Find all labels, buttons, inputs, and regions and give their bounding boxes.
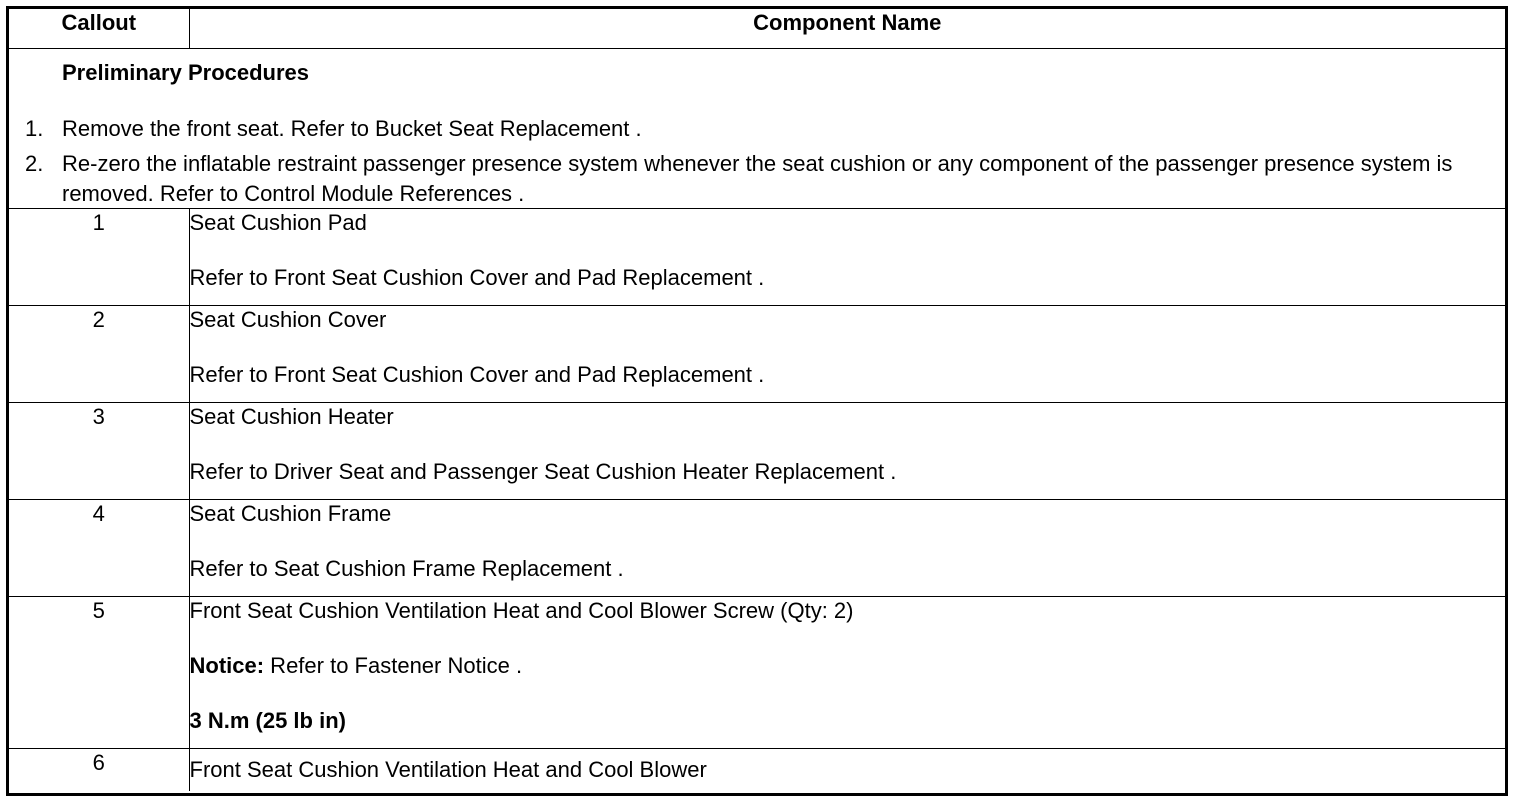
component-cell xyxy=(189,597,1505,749)
notice-line xyxy=(190,652,1506,679)
table-row xyxy=(9,597,1505,749)
component-name-header: Component Name xyxy=(189,9,1505,49)
table-row xyxy=(9,306,1505,403)
component-name: Seat Cushion Cover xyxy=(189,307,387,332)
table-row xyxy=(9,500,1505,597)
step-number: 2. xyxy=(25,151,44,176)
refer-link-text[interactable]: Refer to Seat Cushion Frame Replacement . xyxy=(189,556,624,581)
component-cell xyxy=(189,306,1505,403)
callout-number: 2 xyxy=(9,306,189,403)
notice-label: Notice: xyxy=(189,653,265,678)
table-row xyxy=(9,403,1505,500)
component-name: Front Seat Cushion Ventilation Heat and Cool Blower Screw (Qty: 2) xyxy=(189,598,854,623)
preliminary-procedures xyxy=(9,49,1505,209)
preliminary-row xyxy=(9,49,1505,209)
callout-number: 6 xyxy=(9,749,189,791)
table-row xyxy=(9,749,1505,791)
component-name: Seat Cushion Pad xyxy=(189,210,367,235)
component-cell xyxy=(189,209,1505,306)
callout-number: 3 xyxy=(9,403,189,500)
preliminary-steps xyxy=(25,114,1465,214)
component-table xyxy=(9,9,1505,791)
component-cell xyxy=(189,749,1505,791)
callout-number: 5 xyxy=(9,597,189,749)
refer-link-text[interactable]: Refer to Driver Seat and Passenger Seat Cushion Heater Replacement . xyxy=(189,459,897,484)
preliminary-step xyxy=(25,149,1465,209)
component-name: Seat Cushion Heater xyxy=(189,404,394,429)
refer-link-text[interactable]: Refer to Front Seat Cushion Cover and Pad Replacement . xyxy=(189,265,765,290)
callout-header: Callout xyxy=(9,9,189,49)
step-number: 1. xyxy=(25,116,44,141)
component-name: Front Seat Cushion Ventilation Heat and Cool Blower xyxy=(189,757,707,782)
step-text: Re-zero the inflatable restraint passenger presence system whenever the seat cushion or any component of the passenger presence system is removed. Refer to Control Module References . xyxy=(62,151,1453,206)
preliminary-title: Preliminary Procedures xyxy=(62,60,310,85)
header-row xyxy=(9,9,1505,49)
component-cell xyxy=(189,403,1505,500)
step-text: Remove the front seat. Refer to Bucket Seat Replacement . xyxy=(62,116,642,141)
preliminary-step xyxy=(25,114,1465,144)
notice-text[interactable]: Refer to Fastener Notice . xyxy=(264,653,523,678)
callout-number: 1 xyxy=(9,209,189,306)
refer-link-text[interactable]: Refer to Front Seat Cushion Cover and Pad Replacement . xyxy=(189,362,765,387)
component-table-frame xyxy=(6,6,1508,796)
callout-number: 4 xyxy=(9,500,189,597)
component-name: Seat Cushion Frame xyxy=(189,501,392,526)
table-row xyxy=(9,209,1505,306)
torque-spec: 3 N.m (25 lb in) xyxy=(189,708,346,733)
component-cell xyxy=(189,500,1505,597)
